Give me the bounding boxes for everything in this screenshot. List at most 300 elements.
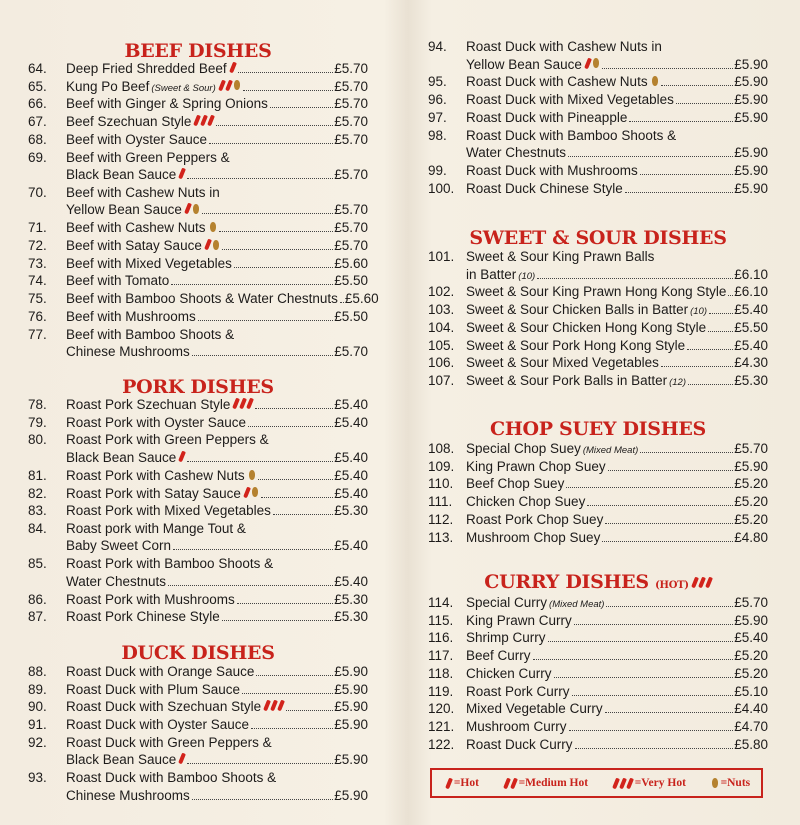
leader-dots <box>574 624 733 625</box>
item-number: 65. <box>28 78 47 94</box>
leader-dots <box>234 267 333 268</box>
item-line <box>66 149 368 167</box>
item-icons <box>264 700 284 711</box>
section-title <box>28 376 368 398</box>
item-number: 113. <box>428 529 454 545</box>
item-name: Sweet & Sour Pork Balls in Batter <box>466 372 668 388</box>
item-description <box>66 60 368 78</box>
item-line <box>66 591 368 609</box>
leader-dots <box>554 677 734 678</box>
chili-icon <box>584 57 592 69</box>
item-number: 111. <box>428 494 453 510</box>
menu-item <box>428 511 768 529</box>
menu-item <box>428 180 768 198</box>
item-description <box>66 608 368 626</box>
item-description <box>466 319 768 337</box>
section-title-text: CHOP SUEY DISHES <box>490 418 706 440</box>
item-name: Chinese Mushrooms <box>66 787 190 803</box>
item-price: £5.60 <box>344 291 379 307</box>
leader-dots <box>728 295 733 296</box>
leader-dots <box>202 213 333 214</box>
item-number: 80. <box>28 432 47 448</box>
item-line <box>466 612 768 630</box>
item-name: Beef Szechuan Style <box>66 114 192 130</box>
leader-dots <box>575 748 734 749</box>
item-name: Yellow Bean Sauce <box>466 56 582 72</box>
item-note: (Sweet & Sour) <box>151 82 216 94</box>
legend-icons <box>446 778 452 789</box>
section-title <box>428 571 768 593</box>
item-price: £5.30 <box>334 609 368 625</box>
item-number: 89. <box>28 681 47 697</box>
legend-label: =Nuts <box>720 777 751 789</box>
item-price: £5.40 <box>334 485 368 501</box>
chili-icon <box>178 168 186 180</box>
item-price: £5.50 <box>334 308 368 324</box>
item-description <box>66 591 368 609</box>
item-line <box>66 396 368 414</box>
item-icons <box>179 168 185 179</box>
leader-dots <box>602 68 733 69</box>
menu-item <box>428 683 768 701</box>
item-number: 67. <box>28 114 47 130</box>
item-description <box>466 458 768 476</box>
menu-item <box>428 91 768 109</box>
item-number: 95. <box>428 74 447 90</box>
item-name: Beef with Mixed Vegetables <box>66 255 232 271</box>
nut-icon <box>252 487 258 497</box>
menu-item <box>28 60 368 78</box>
item-description <box>466 612 768 630</box>
item-price: £5.40 <box>334 467 368 483</box>
chili-icon <box>277 700 285 712</box>
item-line <box>66 769 368 787</box>
item-price: £5.60 <box>334 255 368 271</box>
item-price: £5.10 <box>734 683 768 699</box>
leader-dots <box>168 585 333 586</box>
item-description <box>466 73 768 91</box>
nut-icon <box>249 470 255 480</box>
chili-icon <box>270 700 278 712</box>
item-line <box>66 290 379 308</box>
item-price: £5.40 <box>334 538 368 554</box>
leader-dots <box>219 231 334 232</box>
item-number: 104. <box>428 319 455 335</box>
item-price: £5.40 <box>334 449 368 465</box>
item-line <box>66 414 368 432</box>
menu-item <box>28 78 368 96</box>
menu-item <box>28 520 368 555</box>
item-description <box>466 38 768 73</box>
item-line <box>66 608 368 626</box>
item-price: £5.70 <box>734 595 768 610</box>
item-line <box>466 736 768 754</box>
item-name: Roast pork with Mange Tout & <box>66 520 246 536</box>
leader-dots <box>173 549 333 550</box>
menu-item <box>28 113 368 131</box>
item-description <box>66 396 368 414</box>
item-icons <box>233 398 253 409</box>
leader-dots <box>629 121 733 122</box>
item-description <box>66 272 368 290</box>
item-line <box>466 109 768 127</box>
item-price: £5.90 <box>734 145 768 160</box>
item-price: £5.90 <box>734 56 768 72</box>
item-number: 118. <box>428 665 454 681</box>
section-title <box>428 418 768 440</box>
item-description <box>466 283 768 301</box>
item-number: 64. <box>28 61 47 76</box>
section-title-text: BEEF DISHES <box>124 40 272 62</box>
item-name: Roast Pork Chop Suey <box>466 511 604 527</box>
item-name: Beef with Cashew Nuts <box>66 220 206 236</box>
item-icons <box>585 58 600 69</box>
item-price: £5.70 <box>334 78 368 94</box>
leader-dots <box>258 479 334 480</box>
leader-dots <box>708 331 733 332</box>
item-line <box>466 266 768 286</box>
item-name: Roast Duck Curry <box>466 736 573 752</box>
leader-dots <box>216 125 333 126</box>
item-icons <box>651 76 659 86</box>
item-icons <box>219 80 241 91</box>
item-line <box>66 78 368 98</box>
menu-item <box>28 237 368 255</box>
chili-icon <box>445 777 453 789</box>
section-title-note: (HOT) <box>655 580 689 591</box>
legend-icons <box>504 778 517 789</box>
item-line <box>66 255 368 273</box>
item-description <box>466 529 768 547</box>
leader-dots <box>688 384 733 385</box>
item-name: Roast Duck with Cashew Nuts <box>466 74 648 90</box>
item-line <box>66 343 368 361</box>
item-name: Roast Pork with Green Peppers & <box>66 432 269 448</box>
item-price: £5.90 <box>734 612 768 628</box>
item-number: 97. <box>428 109 447 125</box>
item-name: Sweet & Sour Chicken Balls in Batter <box>466 302 689 318</box>
item-number: 88. <box>28 664 47 679</box>
section-title-text: PORK DISHES <box>122 376 274 398</box>
menu-item <box>28 95 368 113</box>
menu-item <box>28 326 368 361</box>
item-name: Yellow Bean Sauce <box>66 202 182 218</box>
item-price: £5.90 <box>734 109 768 125</box>
item-line <box>66 184 368 202</box>
item-description <box>466 109 768 127</box>
chili-icon <box>204 239 212 251</box>
item-name: Sweet & Sour King Prawn Hong Kong Style <box>466 284 727 300</box>
item-name: Sweet & Sour King Prawn Balls <box>466 249 655 264</box>
menu-item <box>428 612 768 630</box>
item-icons <box>230 62 236 73</box>
item-description <box>66 78 368 98</box>
item-price: £4.30 <box>734 355 768 371</box>
item-line <box>466 283 768 301</box>
item-description <box>66 95 368 113</box>
item-line <box>466 665 768 683</box>
menu-item <box>28 255 368 273</box>
item-number: 84. <box>28 520 47 536</box>
leader-dots <box>222 249 333 250</box>
item-number: 69. <box>28 149 47 165</box>
leader-dots <box>640 452 733 453</box>
item-description <box>66 414 368 432</box>
leader-dots <box>187 763 333 764</box>
item-number: 71. <box>28 220 47 236</box>
item-name: Special Chop Suey <box>466 441 581 456</box>
item-line <box>66 95 368 113</box>
chili-icon <box>243 486 251 498</box>
item-number: 106. <box>428 355 455 371</box>
item-line <box>66 502 368 520</box>
item-number: 116. <box>428 630 454 646</box>
leader-dots <box>569 730 734 731</box>
item-name: Beef Curry <box>466 648 531 664</box>
item-line <box>66 467 368 485</box>
item-line <box>466 440 768 460</box>
item-name: Roast Duck with Bamboo Shoots & <box>466 127 677 143</box>
item-line <box>66 734 368 752</box>
item-name: Roast Duck with Plum Sauce <box>66 681 241 697</box>
item-name: Roast Pork Szechuan Style <box>66 397 231 412</box>
legend-icons <box>613 778 633 789</box>
item-name: Beef with Satay Sauce <box>66 238 202 253</box>
item-line <box>466 683 768 701</box>
item-number: 109. <box>428 458 455 474</box>
chili-icon <box>184 203 192 215</box>
menu-item <box>28 308 368 326</box>
item-number: 115. <box>428 612 454 628</box>
leader-dots <box>187 461 333 462</box>
item-price: £5.90 <box>734 92 768 108</box>
item-icons <box>194 115 214 126</box>
section-title <box>428 227 768 249</box>
item-name: Roast Pork with Cashew Nuts <box>66 467 245 483</box>
item-name: King Prawn Chop Suey <box>466 458 606 474</box>
item-line <box>466 301 768 321</box>
leader-dots <box>270 107 333 108</box>
item-description <box>66 149 368 184</box>
menu-item <box>28 184 368 219</box>
item-name: Roast Duck with Mixed Vegetables <box>466 92 674 108</box>
menu-item <box>28 608 368 626</box>
item-name: Roast Duck with Orange Sauce <box>66 664 255 679</box>
leader-dots <box>602 541 733 542</box>
menu-item <box>428 647 768 665</box>
item-description <box>66 467 368 485</box>
item-note: (10) <box>518 270 536 282</box>
item-number: 121. <box>428 718 455 734</box>
menu-item <box>28 555 368 590</box>
leader-dots <box>608 470 734 471</box>
item-number: 68. <box>28 131 47 147</box>
item-line <box>66 201 368 219</box>
menu-item <box>28 502 368 520</box>
item-line <box>466 73 768 91</box>
item-line <box>466 337 768 355</box>
menu-item <box>428 354 768 372</box>
leader-dots <box>340 302 344 303</box>
leader-dots <box>606 606 733 607</box>
item-name: Sweet & Sour Pork Hong Kong Style <box>466 337 686 353</box>
item-line <box>66 485 368 503</box>
item-icons <box>244 487 259 498</box>
item-line <box>66 219 368 237</box>
menu-item <box>28 131 368 149</box>
nut-icon <box>652 76 658 86</box>
legend-entry <box>501 777 588 789</box>
item-number: 85. <box>28 556 47 572</box>
item-price: £5.90 <box>334 681 368 697</box>
chili-icon <box>246 398 254 410</box>
item-number: 120. <box>428 701 455 717</box>
item-description <box>66 255 368 273</box>
item-description <box>66 219 368 237</box>
menu-item <box>428 736 768 754</box>
item-line <box>66 681 368 699</box>
item-line <box>66 431 368 449</box>
item-number: 87. <box>28 609 47 625</box>
item-name: Roast Duck with Bamboo Shoots & <box>66 770 277 786</box>
item-line <box>466 354 768 372</box>
leader-dots <box>198 320 333 321</box>
item-line <box>66 520 368 538</box>
item-price: £5.90 <box>334 699 368 715</box>
menu-item <box>428 475 768 493</box>
leader-dots <box>709 313 733 314</box>
item-description <box>466 440 768 460</box>
item-line <box>66 555 368 573</box>
item-description <box>66 431 368 466</box>
leader-dots <box>261 497 333 498</box>
item-description <box>466 665 768 683</box>
item-description <box>66 555 368 590</box>
item-number: 99. <box>428 162 447 178</box>
item-name: Chinese Mushrooms <box>66 344 190 359</box>
menu-item <box>428 629 768 647</box>
item-price: £5.40 <box>334 397 368 412</box>
item-price: £5.90 <box>734 458 768 474</box>
menu-item <box>428 594 768 612</box>
item-price: £5.20 <box>734 511 768 527</box>
item-number: 81. <box>28 467 47 483</box>
item-price: £5.70 <box>334 344 368 359</box>
menu-item <box>28 734 368 769</box>
item-number: 96. <box>428 92 447 108</box>
item-line <box>66 308 368 326</box>
item-name: Chicken Chop Suey <box>466 494 586 510</box>
leader-dots <box>661 366 733 367</box>
item-line <box>466 91 768 109</box>
item-number: 108. <box>428 441 455 456</box>
item-line <box>466 718 768 736</box>
item-line <box>66 131 368 149</box>
item-description <box>66 131 368 149</box>
chili-icon <box>263 700 271 712</box>
chili-icon <box>225 79 233 91</box>
item-name: Beef with Green Peppers & <box>66 149 230 165</box>
item-name: Roast Duck with Oyster Sauce <box>66 717 250 733</box>
item-name: Black Bean Sauce <box>66 449 177 465</box>
item-line <box>66 663 368 681</box>
item-name: Roast Duck with Szechuan Style <box>66 699 262 715</box>
item-line <box>66 716 368 734</box>
nut-icon <box>210 222 216 232</box>
leader-dots <box>587 505 733 506</box>
item-line <box>466 372 768 392</box>
item-price: £6.10 <box>734 266 768 282</box>
item-name: Roast Duck Chinese Style <box>466 180 623 196</box>
item-description <box>66 502 368 520</box>
chili-icon <box>626 777 634 789</box>
item-line <box>466 319 768 337</box>
leader-dots <box>171 284 333 285</box>
item-number: 90. <box>28 699 47 715</box>
menu-item <box>28 219 368 237</box>
menu-item <box>28 769 368 804</box>
item-line <box>66 537 368 555</box>
item-number: 70. <box>28 184 47 200</box>
item-line <box>66 698 368 716</box>
item-description <box>466 475 768 493</box>
section-title <box>28 642 368 664</box>
item-line <box>66 751 368 769</box>
item-description <box>66 681 368 699</box>
menu-item <box>28 290 379 308</box>
item-description <box>466 629 768 647</box>
item-name: Kung Po Beef <box>66 78 150 94</box>
item-number: 73. <box>28 255 47 271</box>
item-number: 114. <box>428 595 454 610</box>
item-number: 86. <box>28 591 47 607</box>
item-number: 83. <box>28 503 47 519</box>
menu-item <box>28 272 368 290</box>
menu-item <box>28 591 368 609</box>
item-number: 102. <box>428 284 455 300</box>
item-line <box>466 38 768 56</box>
item-line <box>66 113 368 131</box>
item-name: Beef with Oyster Sauce <box>66 131 208 147</box>
leader-dots <box>533 659 734 660</box>
item-name: Beef with Cashew Nuts in <box>66 184 220 200</box>
item-price: £5.90 <box>734 180 768 196</box>
menu-item <box>28 396 368 414</box>
item-description <box>466 162 768 180</box>
menu-item <box>428 700 768 718</box>
item-note: (12) <box>669 376 686 388</box>
item-number: 112. <box>428 511 454 527</box>
item-number: 110. <box>428 476 454 492</box>
item-price: £5.30 <box>734 372 768 388</box>
item-icons <box>179 451 185 462</box>
item-name: Mushroom Chop Suey <box>466 529 601 545</box>
item-description <box>466 91 768 109</box>
item-name: Beef Chop Suey <box>466 476 565 492</box>
item-line <box>466 475 768 493</box>
item-name: Mixed Vegetable Curry <box>466 701 603 717</box>
item-description <box>466 700 768 718</box>
item-price: £5.30 <box>334 591 368 607</box>
leader-dots <box>566 487 733 488</box>
leader-dots <box>251 728 333 729</box>
menu-item <box>28 681 368 699</box>
item-line <box>466 56 768 74</box>
item-number: 72. <box>28 238 47 253</box>
item-price: £5.70 <box>334 114 368 130</box>
item-description <box>466 354 768 372</box>
menu-item <box>428 718 768 736</box>
